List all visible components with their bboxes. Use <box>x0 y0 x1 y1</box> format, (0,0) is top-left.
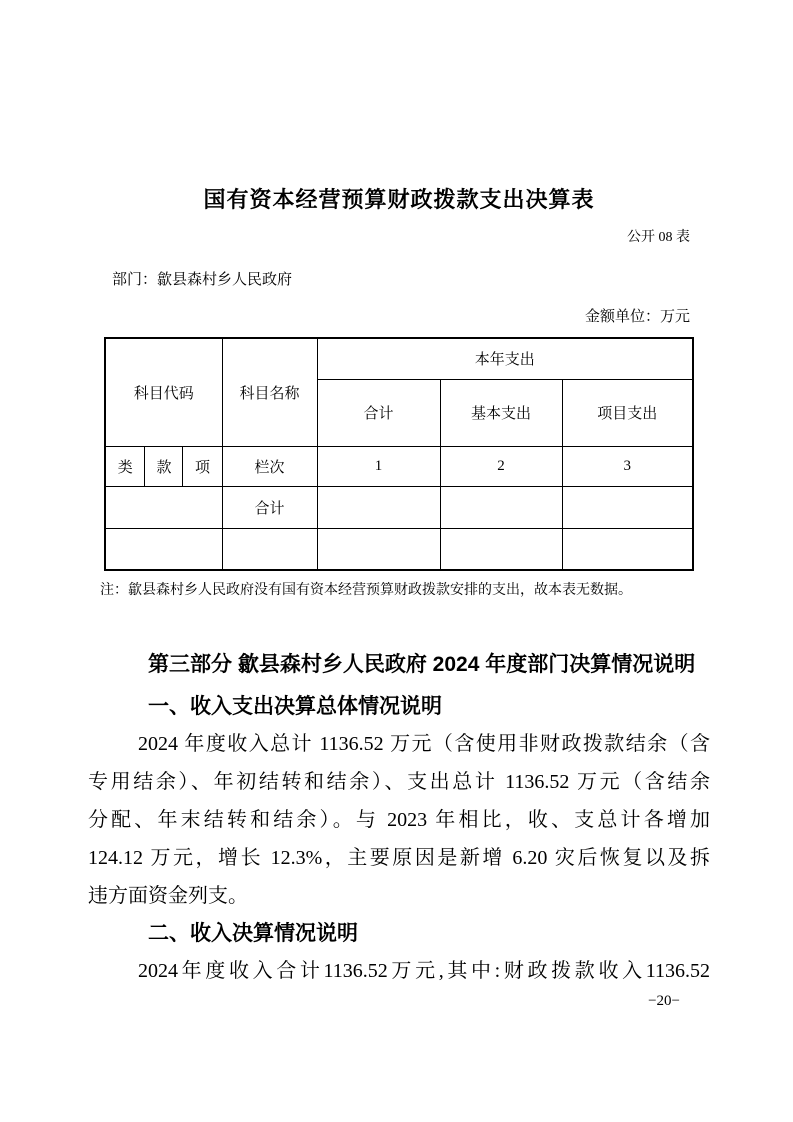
header-current-year-expenditure: 本年支出 <box>317 338 693 379</box>
section1-paragraph-line: 专用结余）、年初结转和结余）、支出总计 1136.52 万元（含结余 <box>88 771 710 793</box>
unit-line: 金额单位：万元 <box>584 309 690 325</box>
expenditure-table <box>104 337 694 571</box>
table-header-row-1 <box>105 338 693 379</box>
header-project-expenditure: 项目支出 <box>562 379 693 446</box>
cell-project <box>562 486 693 528</box>
section1-paragraph-line: 2024 年度收入总计 1136.52 万元（含使用非财政拨款结余（含 <box>138 733 710 755</box>
cell-code <box>105 528 222 570</box>
section1-paragraph-line: 分配、年末结转和结余）。与 2023 年相比，收、支总计各增加 <box>88 809 710 831</box>
header-col-no-1: 1 <box>317 446 440 486</box>
section2-paragraph-line: 2024年度收入合计1136.52万元,其中:财政拨款收入1136.52 <box>138 960 710 982</box>
header-column-label: 栏次 <box>222 446 317 486</box>
header-section: 款 <box>145 446 183 486</box>
cell-code <box>105 486 222 528</box>
doc-code-label: 公开 08 表 <box>627 230 690 245</box>
cell-total <box>317 486 440 528</box>
header-subject-name: 科目名称 <box>222 338 317 446</box>
table-row-total <box>105 486 693 528</box>
part3-heading: 第三部分 歙县森村乡人民政府 2024 年度部门决算情况说明 <box>148 653 696 676</box>
cell-basic <box>440 528 562 570</box>
header-total: 合计 <box>317 379 440 446</box>
table-column-index-row <box>105 446 693 486</box>
cell-basic <box>440 486 562 528</box>
department-line: 部门：歙县森村乡人民政府 <box>112 272 293 288</box>
table-row-empty <box>105 528 693 570</box>
cell-name <box>222 528 317 570</box>
cell-project <box>562 528 693 570</box>
page-number: −20− <box>648 993 680 1009</box>
section2-heading: 二、收入决算情况说明 <box>148 922 358 945</box>
header-col-no-2: 2 <box>440 446 562 486</box>
cell-total <box>317 528 440 570</box>
section1-paragraph-line: 违方面资金列支。 <box>88 885 248 907</box>
header-col-no-3: 3 <box>562 446 693 486</box>
document-title: 国有资本经营预算财政拨款支出决算表 <box>203 187 595 212</box>
section1-heading: 一、收入支出决算总体情况说明 <box>148 695 442 718</box>
section1-paragraph-line: 124.12 万元，增长 12.3%，主要原因是新增 6.20 灾后恢复以及拆 <box>88 847 710 869</box>
header-basic-expenditure: 基本支出 <box>440 379 562 446</box>
cell-name: 合计 <box>222 486 317 528</box>
header-item: 项 <box>183 446 222 486</box>
header-subject-code: 科目代码 <box>105 338 222 446</box>
table-note: 注：歙县森村乡人民政府没有国有资本经营预算财政拨款安排的支出，故本表无数据。 <box>100 583 632 598</box>
header-class: 类 <box>105 446 145 486</box>
